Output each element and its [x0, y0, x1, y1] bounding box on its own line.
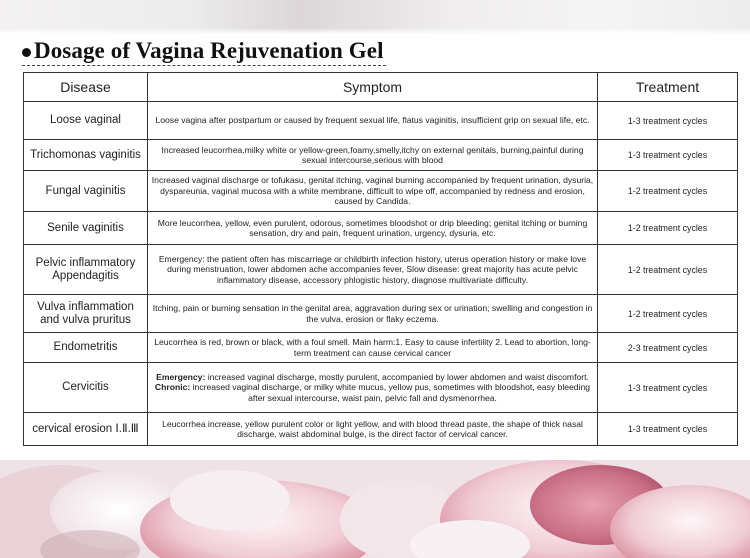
- table-row: [24, 102, 738, 140]
- bullet-dot-icon: [22, 48, 31, 57]
- symptom-cell: Itching, pain or burning sensation in the genital area, aggravation during sex or urination; swelling and congestion in the vulva, erosion or flaky eczema.: [148, 295, 598, 333]
- table-row: [24, 333, 738, 363]
- treatment-cell: 2-3 treatment cycles: [598, 333, 738, 363]
- treatment-cell: 1-3 treatment cycles: [598, 102, 738, 140]
- title-block: [22, 38, 742, 68]
- table-row: [24, 171, 738, 212]
- table-row: [24, 140, 738, 171]
- symptom-cell: Increased vaginal discharge or tofukasu, genital itching, vaginal burning accompanied by frequent urination, dysuria, dyspareunia, vaginal mucosa with a white membrane, difficult to wipe off, accompanied by redness and erosion, caused by Candida.: [148, 171, 598, 212]
- treatment-cell: 1-3 treatment cycles: [598, 140, 738, 171]
- disease-cell: Trichomonas vaginitis: [24, 140, 148, 171]
- emergency-label: Emergency:: [156, 371, 206, 382]
- table-row: [24, 363, 738, 413]
- flower-illustration: [0, 460, 750, 558]
- table-header-row: [24, 73, 738, 102]
- symptom-cell: Increased leucorrhea,milky white or yellow-green,foamy,smelly,itchy on external genitals, burning,painful during sexual intercourse,serious with blood: [148, 140, 598, 171]
- treatment-cell: 1-2 treatment cycles: [598, 295, 738, 333]
- table-row: [24, 212, 738, 245]
- symptom-cell: Loose vagina after postpartum or caused by frequent sexual life, flatus vaginitis, insufficient grip on sexual life, etc.: [148, 102, 598, 140]
- page-title: Dosage of Vagina Rejuvenation Gel: [34, 38, 384, 63]
- symptom-cell: Leucorrhea is red, brown or black, with a foul smell. Main harm:1. Easy to cause infertility 2. Lead to abortion, long-term treatment can cause cervical cancer: [148, 333, 598, 363]
- disease-cell: Endometritis: [24, 333, 148, 363]
- treatment-cell: 1-3 treatment cycles: [598, 363, 738, 413]
- table-row: [24, 245, 738, 295]
- header-symptom: Symptom: [148, 73, 598, 102]
- chronic-text: increased vaginal discharge, or milky white mucus, yellow pus, sometimes with bloodshot, easy bleeding after sexual intercourse, waist pain, pelvic fall and dysmenorrhea.: [190, 382, 591, 403]
- dosage-table: [23, 72, 738, 446]
- disease-cell: Vulva inflammation and vulva pruritus: [24, 295, 148, 333]
- symptom-cell: [148, 363, 598, 413]
- treatment-cell: 1-2 treatment cycles: [598, 212, 738, 245]
- treatment-cell: 1-2 treatment cycles: [598, 171, 738, 212]
- treatment-cell: 1-2 treatment cycles: [598, 245, 738, 295]
- disease-cell: Cervicitis: [24, 363, 148, 413]
- symptom-cell: Leucorrhea increase, yellow purulent color or light yellow, and with blood thread paste, the shape of thick nasal discharge, waist abdominal bulge, is the direct factor of cervical cancer.: [148, 413, 598, 446]
- title-underline: [22, 65, 386, 66]
- flower-photo: [0, 460, 750, 558]
- treatment-cell: 1-3 treatment cycles: [598, 413, 738, 446]
- disease-cell: Fungal vaginitis: [24, 171, 148, 212]
- chronic-label: Chronic:: [154, 382, 191, 393]
- header-disease: Disease: [24, 73, 148, 102]
- disease-cell: Loose vaginal: [24, 102, 148, 140]
- header-treatment: Treatment: [598, 73, 738, 102]
- symptom-cell: More leucorrhea, yellow, even purulent, odorous, sometimes bloodshot or drip bleeding; genital itching or burning sensation, dry and pain, frequent urination, urgency, dysuria, etc.: [148, 212, 598, 245]
- top-photo-strip: [0, 0, 750, 34]
- table-row: [24, 413, 738, 446]
- disease-cell: cervical erosion Ⅰ.Ⅱ.Ⅲ: [24, 413, 148, 446]
- disease-cell: Pelvic inflammatory Appendagitis: [24, 245, 148, 295]
- table-row: [24, 295, 738, 333]
- emergency-text: increased vaginal discharge, mostly purulent, accompanied by lower abdomen and waist discomfort.: [205, 371, 589, 382]
- symptom-cell: Emergency: the patient often has miscarriage or childbirth infection history, uterus operation history or make love during menstruation, lower abdomen ache accompanies fever, Slow disease: great majority has acute pelvic inflammatory disease, accessory phlogistic history, diagnose multivariate difficulty.: [148, 245, 598, 295]
- disease-cell: Senile vaginitis: [24, 212, 148, 245]
